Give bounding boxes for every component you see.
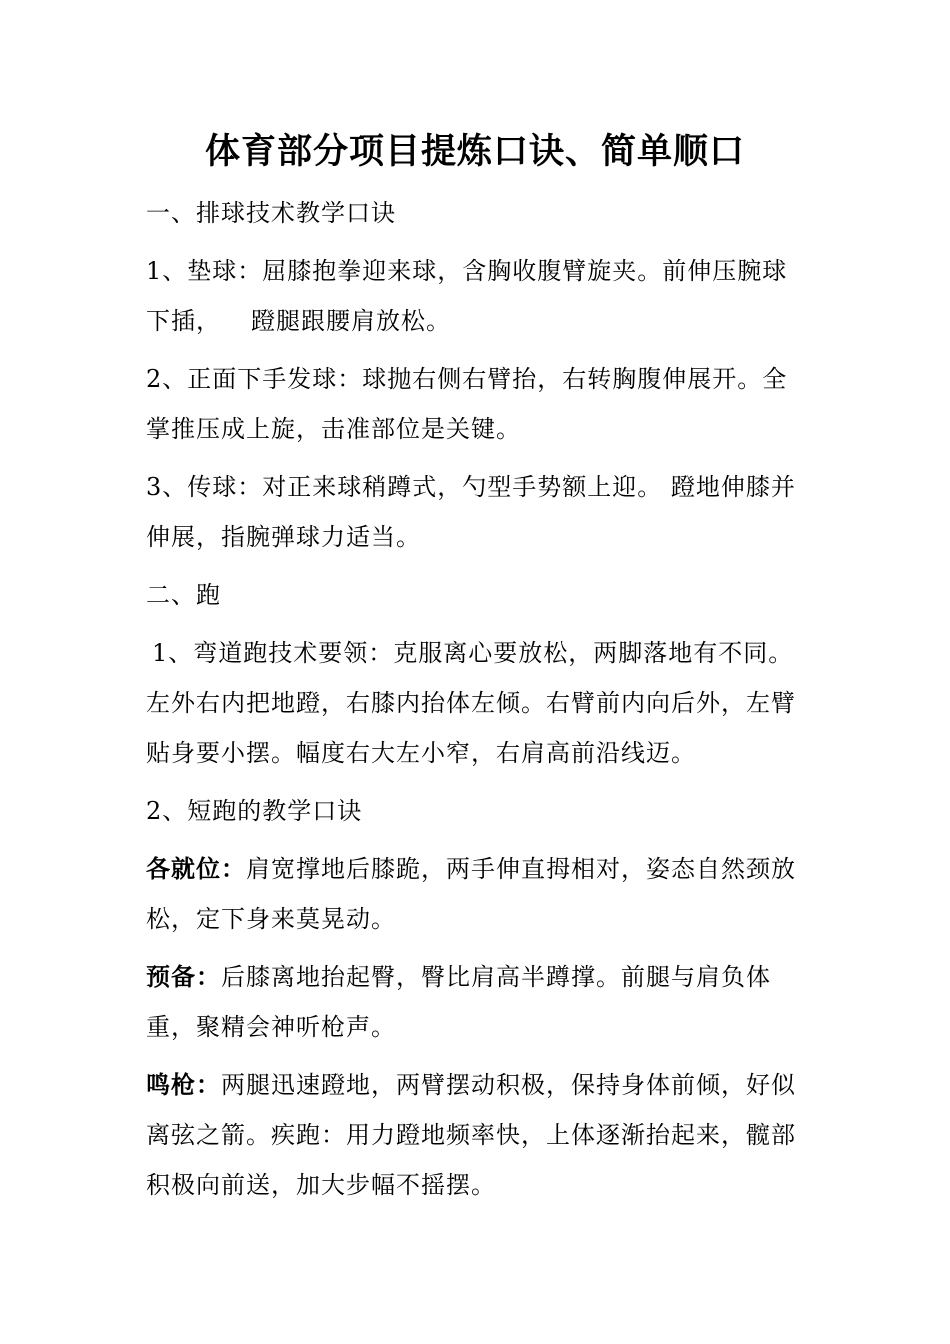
document-body xyxy=(146,188,806,1218)
section-heading-running: 二、跑 xyxy=(146,581,221,609)
paragraph-gun-shot xyxy=(146,1060,806,1210)
paragraph-curve-running xyxy=(146,628,806,778)
paragraph-text: 蹬腿跟腰肩放松。 xyxy=(251,307,451,335)
phase-text: 后膝离地抬起臀，臀比肩高半蹲撑。前腿与肩负体重，聚精会神听枪声。 xyxy=(146,963,771,1041)
phase-text: 肩宽撑地后膝跪，两手伸直拇相对，姿态自然颈放松，定下身来莫晃动。 xyxy=(146,855,796,933)
phase-label: 各就位： xyxy=(146,855,246,883)
section-heading-volleyball: 一、排球技术教学口诀 xyxy=(146,199,396,227)
page-title: 体育部分项目提炼口诀、简单顺口 xyxy=(204,132,745,172)
paragraph-volleyball-serve: 2、正面下手发球：球抛右侧右臂抬，右转胸腹伸展开。全掌推压成上旋，击准部位是关键。 xyxy=(146,365,788,443)
paragraph-volleyball-dig xyxy=(146,246,806,346)
paragraph-on-your-marks xyxy=(146,844,806,944)
paragraph-text: 1、弯道跑技术要领：克服离心要放松，两脚落地有不同。左外右内把地蹬，右膝内抬体左倾。右臂前内向后外，左臂贴身要小摆。幅度右大左小窄，右肩高前沿线迈。 xyxy=(146,639,796,767)
phase-text: 两腿迅速蹬地，两臂摆动积极，保持身体前倾，好似离弦之箭。疾跑：用力蹬地频率快，上体逐渐抬起来，髋部积极向前送，加大步幅不摇摆。 xyxy=(146,1071,796,1199)
phase-label: 预备： xyxy=(146,963,221,991)
phase-label: 鸣枪： xyxy=(146,1071,221,1099)
paragraph-get-set xyxy=(146,952,806,1052)
subheading-sprint: 2、短跑的教学口诀 xyxy=(146,797,363,825)
paragraph-text: 1、垫球：屈膝抱拳迎来球，含胸收腹臂旋夹。前伸压腕球下插， xyxy=(146,257,788,335)
paragraph-volleyball-set: 3、传球：对正来球稍蹲式，勺型手势额上迎。 蹬地伸膝并伸展，指腕弹球力适当。 xyxy=(146,473,796,551)
